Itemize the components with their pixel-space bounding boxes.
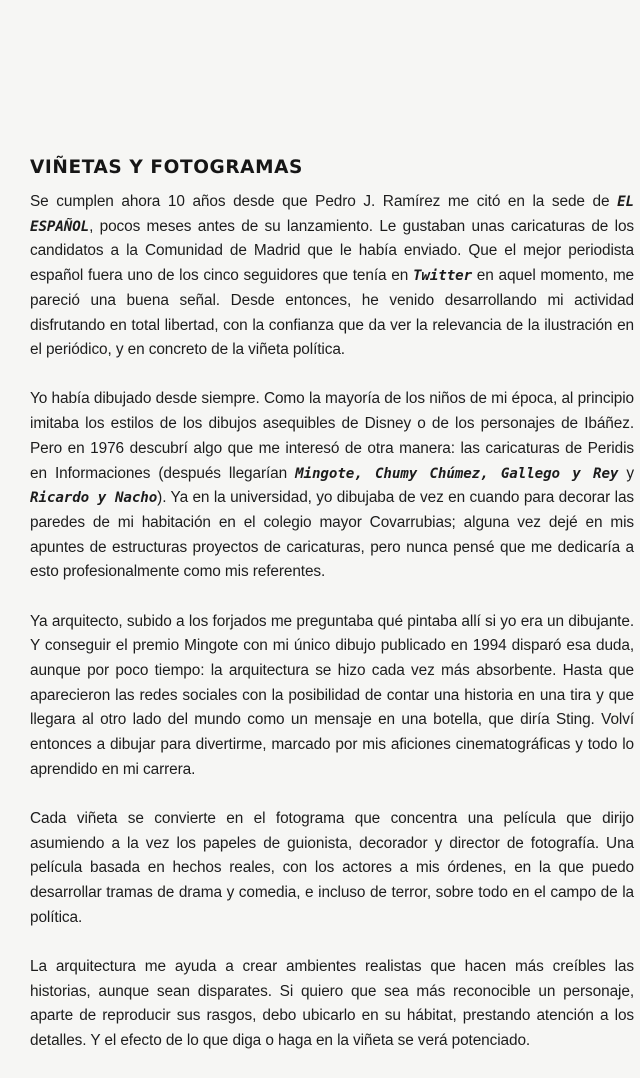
paragraph xyxy=(30,807,634,931)
paragraph-text: Se cumplen ahora 10 años desde que Pedro J. Ramírez me citó en la sede de xyxy=(30,193,618,210)
body-text xyxy=(30,190,634,1078)
highlighted-name: EL ESPAÑOL xyxy=(30,194,634,235)
paragraph-text: Ya arquitecto, subido a los forjados me preguntaba qué pintaba allí si yo era un dibujante. Y conseguir el premio Mingote con mi único dibujo publicado en 1994 disparó esa duda, aunque por poco tiempo: la arquitectura se hizo cada vez más absorbente. Hasta que aparecieron las redes sociales con la posibilidad de contar una historia en una tira y que llegara al otro lado del mundo como un mensaje en una botella, que diría Sting. Volví entonces a dibujar para divertirme, marcado por mis aficiones cinematográficas y todo lo aprendido en mi carrera. xyxy=(30,612,634,778)
paragraph-text: en aquel momento, me pareció una buena señal. Desde entonces, he venido desarrollando mi actividad disfrutando en total libertad, con la confianza que da ver la relevancia de la ilustración en el periódico, y en concreto de la viñeta política. xyxy=(30,267,635,359)
highlighted-name: Twitter xyxy=(412,268,473,285)
paragraph-text: Cada viñeta se convierte en el fotograma que concentra una película que dirijo asumiendo a la vez los papeles de guionista, decorador y director de fotografía. Una película basada en hechos reales, con los actores a mis órdenes, en la que puedo desarrollar tramas de drama y comedia, e incluso de terror, sobre todo en el campo de la política. xyxy=(30,809,634,926)
paragraph-text: La arquitectura me ayuda a crear ambientes realistas que hacen más creíbles las historias, aunque sean disparates. Si quiero que sea más reconocible un personaje, aparte de reproducir sus rasgos, debo ubicarlo en su hábitat, prestando atención a los detalles. Y el efecto de lo que diga o haga en la viñeta se verá potenciado. xyxy=(30,957,634,1050)
highlighted-name: Mingote, Chumy Chúmez, Gallego y Rey xyxy=(295,465,619,482)
paragraph-text: ). Ya en la universidad, yo dibujaba de vez en cuando para decorar las paredes de mi habitación en el colegio mayor Covarrubias; alguna vez dejé en mis apuntes de estructuras proyectos de caricaturas, pero nunca pensé que me dedicaría a esto profesionalmente como mis referentes. xyxy=(30,489,634,581)
paragraph-text: y xyxy=(618,464,634,482)
paragraph-text: , pocos meses antes de su lanzamiento. Le gustaban unas caricaturas de los candidatos a la Comunidad de Madrid que le había enviado. Que el mejor periodista español fuera uno de los cinco seguidores que tenía en xyxy=(30,217,634,285)
paragraph xyxy=(30,955,634,1054)
paragraph xyxy=(30,610,634,783)
paragraph-text: Yo había dibujado desde siempre. Como la mayoría de los niños de mi época, al principio imitaba los estilos de los dibujos asequibles de Disney o de los personajes de Ibáñez. Pero en 1976 descubrí algo que me interesó de otra manera: las caricaturas de Peridis en Informaciones (después llegarían xyxy=(30,390,634,482)
paragraph xyxy=(30,190,634,363)
paragraph xyxy=(30,387,634,585)
section-heading: VIÑETAS Y FOTOGRAMAS xyxy=(30,157,303,178)
highlighted-name: Ricardo y Nacho xyxy=(30,490,158,507)
